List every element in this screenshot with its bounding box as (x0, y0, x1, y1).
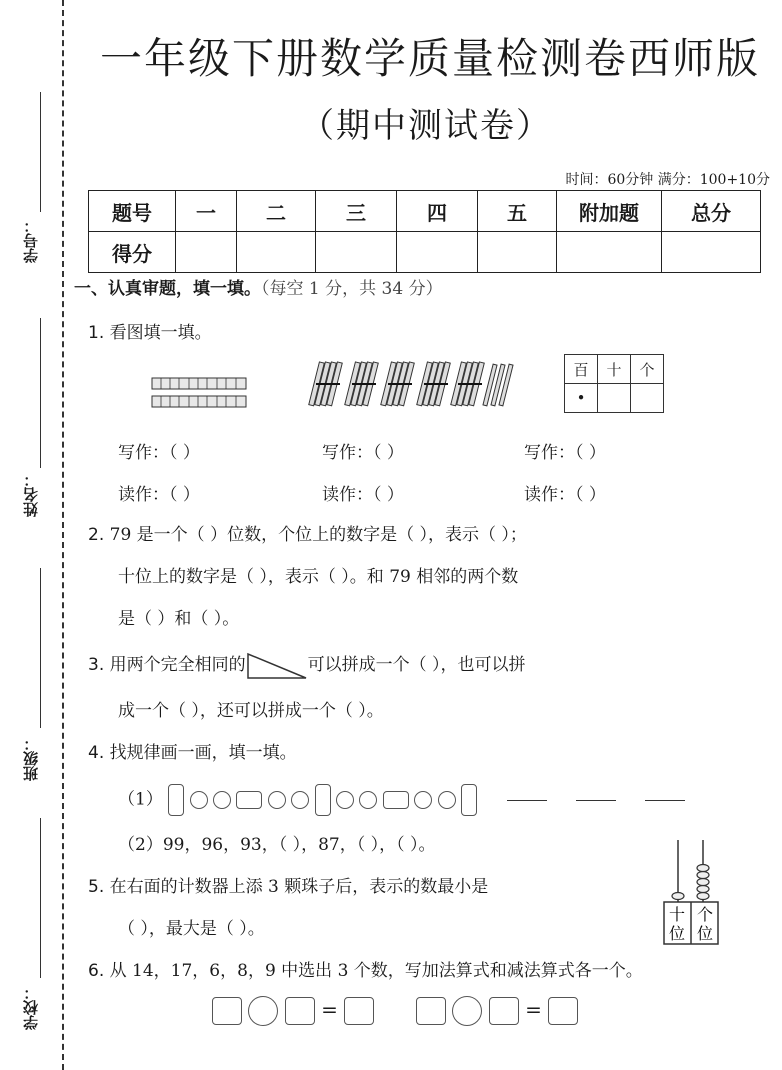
class-label: 班级： (22, 736, 40, 781)
pattern-row (118, 784, 685, 816)
operator-circle[interactable] (452, 996, 482, 1026)
question-3-line-1 (88, 650, 526, 680)
place-ones-cell (631, 384, 664, 413)
place-ones-label: 个 (631, 355, 664, 384)
pattern-answer-blank[interactable] (645, 800, 685, 801)
pattern-answer-blank[interactable] (507, 800, 547, 801)
question-4 (88, 738, 297, 763)
subtraction-equation (416, 996, 578, 1026)
school-line (40, 818, 41, 978)
place-hundreds-label: 百 (565, 355, 598, 384)
abacus-image (662, 836, 720, 946)
question-5-number: 5. (88, 877, 105, 897)
q1-write-3: 写作：（ ） (524, 443, 606, 463)
question-2-number: 2. (88, 525, 105, 545)
section-1-heading (74, 274, 443, 299)
section-1-note: （每空 1 分，共 34 分） (261, 279, 443, 299)
question-5-line-1 (88, 872, 488, 897)
score-header-cell: 四 (397, 191, 478, 232)
question-5-text-1: 在右面的计数器上添 3 颗珠子后，表示的数最小是 (109, 877, 489, 897)
score-header-cell: 一 (176, 191, 237, 232)
score-cell[interactable] (478, 232, 557, 273)
question-4-number: 4. (88, 743, 105, 763)
question-5-line-2: （ ），最大是（ ）。 (118, 919, 265, 939)
pattern-answer-blank[interactable] (576, 800, 616, 801)
question-3-line-2: 成一个（ ），还可以拼成一个（ ）。 (118, 701, 384, 721)
score-header-row (89, 191, 761, 232)
question-3-text-1b: 可以拼成一个（ ），也可以拼 (307, 655, 526, 675)
answer-box[interactable] (344, 997, 374, 1025)
place-tens-label: 十 (598, 355, 631, 384)
school-label: 学校： (22, 985, 40, 1030)
question-2-line-1 (88, 520, 527, 545)
equals-sign: = (321, 997, 338, 1022)
q1-write-2: 写作：（ ） (322, 443, 404, 463)
q1-read-1: 读作：（ ） (118, 485, 200, 505)
score-cell[interactable] (662, 232, 761, 273)
score-cell[interactable] (397, 232, 478, 273)
score-header-cell: 三 (316, 191, 397, 232)
name-line (40, 318, 41, 468)
equals-sign: = (525, 997, 542, 1022)
student-id-line (40, 92, 41, 212)
question-2-text-1: 79 是一个（ ）位数，个位上的数字是（ ），表示（ ）； (109, 525, 527, 545)
question-3-number: 3. (88, 655, 105, 675)
circle-shape (268, 791, 286, 809)
answer-box[interactable] (548, 997, 578, 1025)
abacus-tens-label: 十 (668, 905, 686, 924)
score-header-cell: 二 (237, 191, 316, 232)
answer-box[interactable] (212, 997, 242, 1025)
tall-rectangle-shape (315, 784, 331, 816)
question-1 (88, 318, 212, 343)
binding-dashed-line (62, 0, 64, 1070)
bead-dot: • (565, 384, 598, 413)
score-header-cell: 总分 (662, 191, 761, 232)
circle-shape (291, 791, 309, 809)
question-2-line-3: 是（ ）和（ ）。 (118, 609, 240, 629)
operator-circle[interactable] (248, 996, 278, 1026)
circle-shape (190, 791, 208, 809)
score-header-cell: 题号 (89, 191, 176, 232)
hundred-blocks-image (150, 374, 250, 414)
abacus-tens-sub: 位 (668, 924, 686, 943)
answer-box[interactable] (285, 997, 315, 1025)
score-header-cell: 五 (478, 191, 557, 232)
section-1-title: 一、认真审题，填一填。 (74, 279, 261, 299)
q1-read-3: 读作：（ ） (524, 485, 606, 505)
score-cell[interactable] (237, 232, 316, 273)
question-1-text: 看图填一填。 (109, 323, 212, 343)
circle-shape (438, 791, 456, 809)
addition-equation (212, 996, 374, 1026)
question-6 (88, 956, 643, 981)
pattern-label: （1） (118, 789, 163, 810)
place-value-chart (564, 354, 664, 413)
abacus-ones-sub: 位 (696, 924, 714, 943)
page-subtitle: （期中测试卷） (300, 106, 552, 146)
name-label: 姓名： (22, 472, 40, 517)
question-2-line-2: 十位上的数字是（ ），表示（ ）。和 79 相邻的两个数 (118, 567, 519, 587)
question-4-part-2: （2）99，96，93，（ ），87，（ ），（ ）。 (118, 835, 436, 855)
stick-bundles-image (308, 358, 518, 412)
score-table (88, 190, 761, 273)
square-shape (236, 791, 262, 809)
time-info: 时间：60分钟 满分：100+10分 (565, 172, 770, 188)
class-line (40, 568, 41, 728)
place-tens-cell (598, 384, 631, 413)
question-3-text-1a: 用两个完全相同的 (109, 655, 246, 675)
question-4-text: 找规律画一画，填一填。 (109, 743, 297, 763)
circle-shape (336, 791, 354, 809)
question-6-number: 6. (88, 961, 105, 981)
score-cell[interactable] (176, 232, 237, 273)
q1-read-2: 读作：（ ） (322, 485, 404, 505)
circle-shape (414, 791, 432, 809)
answer-box[interactable] (489, 997, 519, 1025)
right-triangle-icon (246, 652, 308, 680)
answer-box[interactable] (416, 997, 446, 1025)
square-shape (383, 791, 409, 809)
student-id-label: 学号： (22, 218, 40, 263)
question-1-number: 1. (88, 323, 105, 343)
score-row-label: 得分 (89, 232, 176, 273)
tall-rectangle-shape (461, 784, 477, 816)
q1-write-1: 写作：（ ） (118, 443, 200, 463)
score-cell[interactable] (316, 232, 397, 273)
question-6-text: 从 14，17，6，8，9 中选出 3 个数，写加法算式和减法算式各一个。 (109, 961, 643, 981)
circle-shape (359, 791, 377, 809)
circle-shape (213, 791, 231, 809)
tall-rectangle-shape (168, 784, 184, 816)
score-header-cell: 附加题 (557, 191, 662, 232)
page-title: 一年级下册数学质量检测卷西师版 (100, 34, 761, 83)
abacus-ones-label: 个 (696, 905, 714, 924)
score-cell[interactable] (557, 232, 662, 273)
score-row (89, 232, 761, 273)
